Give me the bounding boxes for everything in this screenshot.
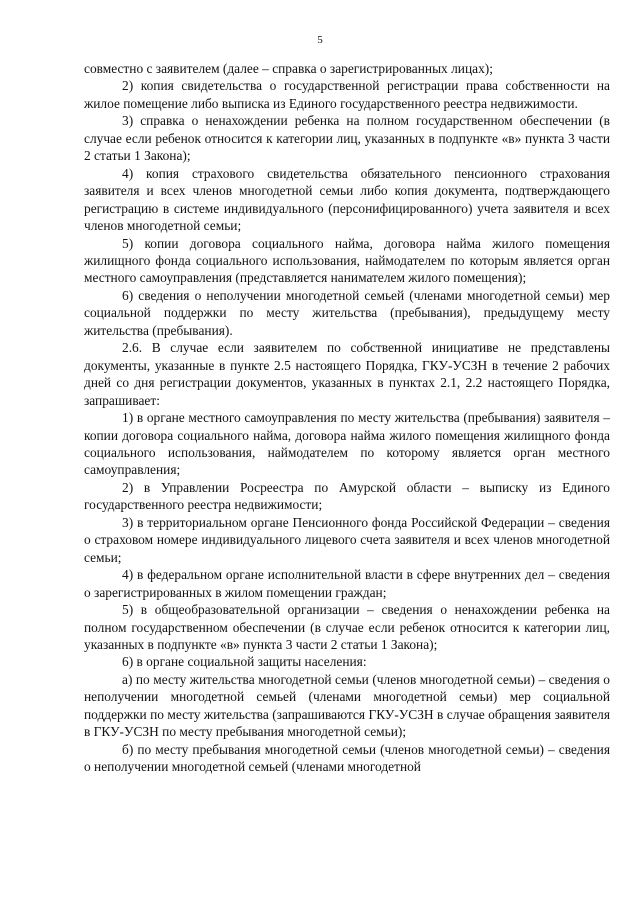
paragraph-item-6: 6) сведения о неполучении многодетной семьей (членами многодетной семьи) мер социальной поддержки по месту жительства (пребывания), предыдущему месту жительства (пребывания).: [84, 287, 610, 338]
paragraph-request-6b: б) по месту пребывания многодетной семьи (членов многодетной семьи) – сведения о неполучении многодетной семьей (членами многодетной: [84, 741, 610, 775]
paragraph-request-6a: а) по месту жительства многодетной семьи (членов многодетной семьи) – сведения о неполучении многодетной семьей (членами многодетной семьи) мер социальной поддержки по месту жительства (запрашиваются ГКУ-УСЗН в случае обращения заявителя в ГКУ-УСЗН по месту пребывания многодетной семьи);: [84, 671, 610, 740]
paragraph-request-3: 3) в территориальном органе Пенсионного фонда Российской Федерации – сведения о страховом номере индивидуального лицевого счета заявителя и всех членов многодетной семьи;: [84, 514, 610, 565]
paragraph-continuation: совместно с заявителем (далее – справка о зарегистрированных лицах);: [84, 61, 493, 76]
paragraph-item-2: 2) копия свидетельства о государственной регистрации права собственности на жилое помещение либо выписка из Единого государственного реестра недвижимости.: [84, 78, 610, 111]
page-number: 5: [317, 34, 323, 46]
paragraph-request-6: 6) в органе социальной защиты населения:: [122, 654, 367, 670]
paragraph-request-5: 5) в общеобразовательной организации – сведения о ненахождении ребенка на полном государственном обеспечении (в случае если ребенок относится к категории лиц, указанных в подпункте «в» пункта 3 части 2 статьи 1 Закона);: [84, 602, 610, 652]
paragraph-item-4: 4) копия страхового свидетельства обязательного пенсионного страхования заявителя и всех членов многодетной семьи либо копия документа, подтверждающего регистрацию в системе индивидуального (персонифицированного) учета заявителя и всех членов многодетной семьи;: [84, 165, 610, 234]
paragraph-request-2: 2) в Управлении Росреестра по Амурской области – выписку из Единого государственного реестра недвижимости;: [84, 479, 610, 513]
document-body: [84, 60, 610, 776]
paragraph-item-3: 3) справка о ненахождении ребенка на полном государственном обеспечении (в случае если ребенок относится к категории лиц, указанных в подпункте «в» пункта 3 части 2 статьи 1 Закона);: [84, 113, 610, 164]
paragraph-request-1: 1) в органе местного самоуправления по месту жительства (пребывания) заявителя – копии договора социального найма, договора найма жилого помещения жилищного фонда социального использования, наймодателем по которому является орган местного самоуправления;: [84, 410, 610, 478]
paragraph-request-4: 4) в федеральном органе исполнительной власти в сфере внутренних дел – сведения о зарегистрированных в жилом помещении граждан;: [84, 567, 610, 600]
paragraph-item-5: 5) копии договора социального найма, договора найма жилого помещения жилищного фонда социального использования, наймодателем по которым является орган местного самоуправления (представляется нанимателем жилого помещения);: [84, 235, 610, 286]
paragraph-section-2-6: 2.6. В случае если заявителем по собственной инициативе не представлены документы, указанные в пункте 2.5 настоящего Порядка, ГКУ-УСЗН в течение 2 рабочих дней со дня регистрации документов, указанных в пунктах 2.1, 2.2 настоящего Порядка, запрашивает:: [84, 340, 610, 408]
